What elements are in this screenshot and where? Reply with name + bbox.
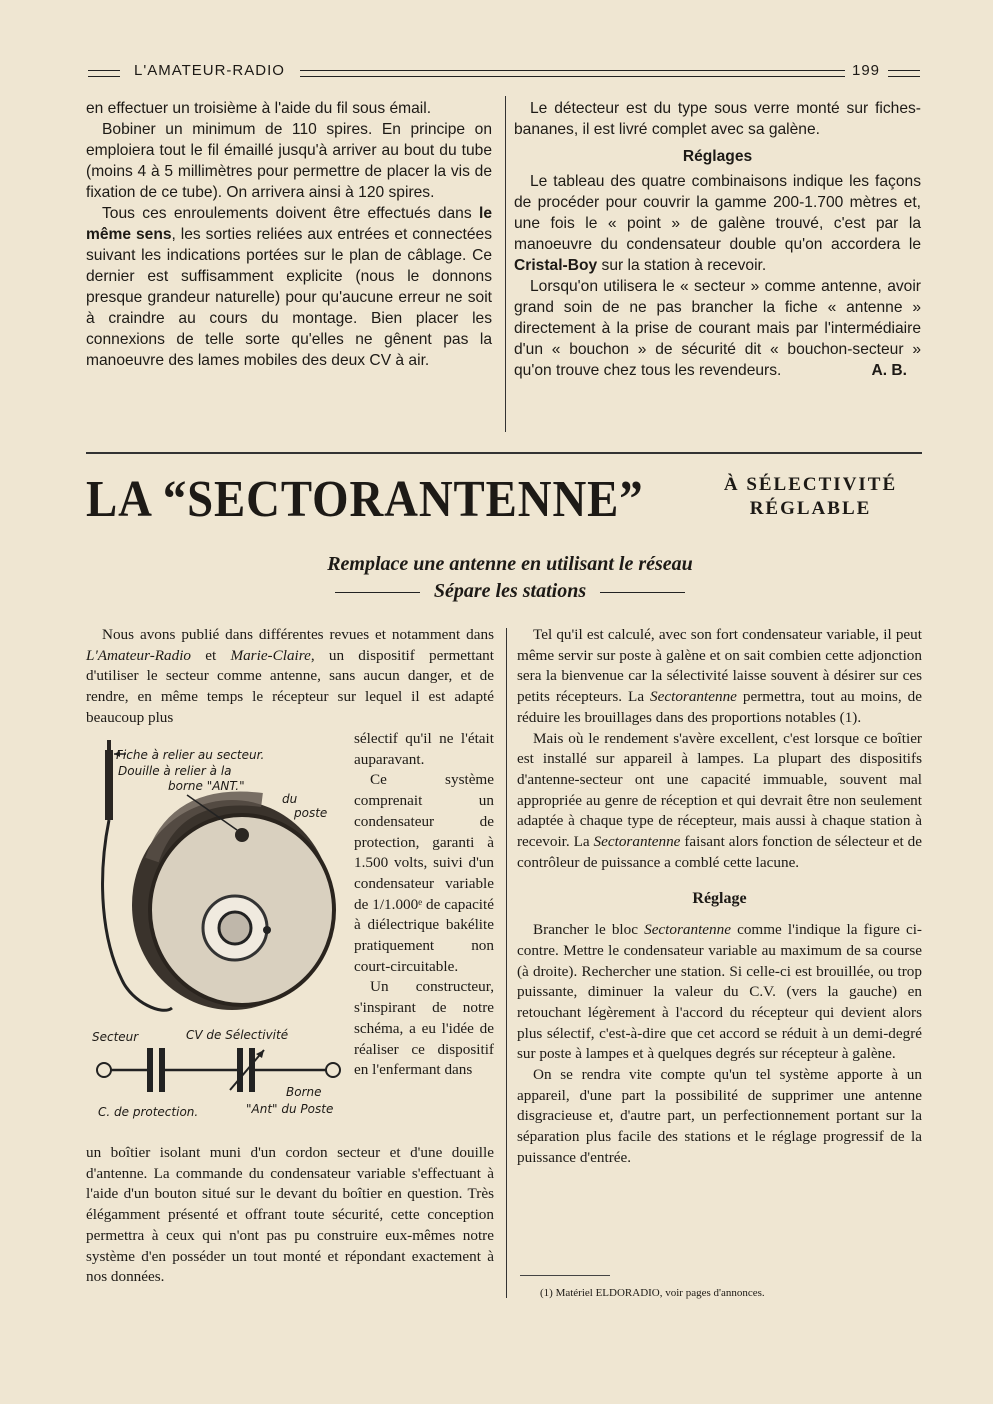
footnote-rule [520, 1275, 610, 1276]
right-article-column [517, 625, 922, 1169]
left-article-column [86, 625, 494, 729]
paragraph: On se rendra vite compte qu'un tel système apporte à un appareil, d'une part la possibilité de supprimer une antenne disgracieuse et, d'autre part, un perfectionnement portant sur la séparation plus facile des stations et le réglage progressif de la puissance d'entrée. [517, 1066, 922, 1166]
article-title: LA “SECTORANTENNE” [86, 471, 644, 528]
figure-label-borne: borne "ANT." [168, 779, 245, 793]
figure-label-secteur: Secteur [92, 1030, 139, 1044]
footnote: (1) Matériel ELDORADIO, voir pages d'annonces. [540, 1287, 765, 1299]
terminal-icon [97, 1063, 111, 1077]
paragraph: Brancher le bloc Sectorantenne comme l'indique la figure ci-contre. Mettre le condensateur variable au maximum de sa course (à droite). Rechercher une station. Si celle-ci est brouillée, ou trop puissante, diminuer la valeur du C.V. (vers la gauche) en retouchant légèrement à l'accord du récepteur qui devient alors plus sélectif, c'est-à-dire que cet accord se réduit à un demi-degré sur poste à lampes et à quelques degrés sur récepteur à galène. [517, 921, 922, 1063]
tagline-2: Sépare les stations [250, 580, 770, 603]
paragraph: Tel qu'il est calculé, avec son fort condensateur variable, il peut même servir sur poste à galène et on sait combien cette adjonction sera la bienvenue car la sélectivité laisse souvent à désirer sur ces petits récepteurs. La Sectorantenne permettra, tout au moins, de réduire les brouillages dans des proportions notables (1). [517, 626, 922, 726]
paragraph: Un constructeur, s'inspirant de notre schéma, a eu l'idée de réaliser ce dispositif en l'enfermant dans [354, 978, 494, 1079]
paragraph: Lorsqu'on utilisera le « secteur » comme antenne, avoir grand soin de ne pas brancher la fiche « antenne » directement à la prise de courant mais par l'intermédiaire d'un « bouchon » de sécurité dit « bouchon-secteur » qu'on trouve chez tous les revendeurs. A. B. [514, 278, 921, 379]
paragraph: Nous avons publié dans différentes revues et notamment dans L'Amateur-Radio et Marie-Claire, un dispositif permettant d'utiliser le secteur comme antenne, sans aucun danger, et de rendre, en même temps le récepteur sur lequel il est adapté beaucoup plus [86, 626, 494, 726]
paragraph: Le tableau des quatre combinaisons indique les façons de procéder pour couvrir la gamme 200-1.700 mètres et, une fois le « point » de galène trouvé, c'est par la manoeuvre du condensateur double qu'on accordera le Cristal-Boy sur la station à recevoir. [514, 173, 921, 274]
paragraph: Tous ces enroulements doivent être effectués dans le même sens, les sorties reliées aux entrées et connectées suivant les indications portées sur le plan de câblage. Ce dernier est suffisamment explicite (nous le donnons presque grandeur naturelle) pour qu'aucune erreur ne soit à craindre au cours du montage. Bien placer les connexions de telle sorte qu'elles ne gênent pas la manoeuvre des lames mobiles des deux CV à air. [86, 205, 493, 369]
column-divider [506, 628, 507, 1298]
paragraph: un boîtier isolant muni d'un cordon secteur et d'une douille d'antenne. La commande du condensateur variable s'effectuant à l'aide d'un bouton situé sur le devant du boîtier en question. Très élégamment présenté et offrant toute sécurité, cette conception permettra à ceux qui n'ont pas pu construire eux-mêmes notre système d'en posséder un tout monté et répondant exactement à nos données. [86, 1144, 494, 1286]
signature: A. B. [871, 362, 907, 379]
figure-label-protection: C. de protection. [98, 1105, 199, 1119]
left-article-narrow-column [354, 729, 494, 1081]
page-number: 199 [852, 62, 881, 79]
paragraph: Bobiner un minimum de 110 spires. En principe on emploiera tout le fil émaillé jusqu'à arriver au bout du tube (moins 4 à 5 millimètres pour permettre de placer la vis de fixation de ce tube). On arrivera ainsi à 120 spires. [86, 121, 492, 201]
paragraph: Mais où le rendement s'avère excellent, c'est lorsque ce boîtier est installé sur appareil à lampes. La plupart des dispositifs d'antenne-secteur ont une capacité immuable, souvent mal appropriée au genre de réception et qui devrait être non seulement adaptée à chaque type de récepteur, mais aussi à chaque station à recevoir. La Sectorantenne faisant alors fonction de sélecteur et de contrôleur de puissance a comblé cette lacune. [517, 729, 922, 871]
paragraph: sélectif qu'il ne l'était auparavant. [354, 730, 494, 768]
plug-icon [105, 750, 113, 820]
figure-label-douille: Douille à relier à la [118, 764, 232, 778]
paragraph: en effectuer un troisième à l'aide du fil sous émail. [86, 100, 432, 117]
sectorantenne-figure [92, 740, 352, 1140]
figure-label-borne-poste: Borne [286, 1085, 322, 1099]
figure-label-ant: "Ant" du Poste [246, 1102, 334, 1116]
paragraph: Le détecteur est du type sous verre monté sur fiches-bananes, il est livré complet avec sa galène. [514, 100, 921, 138]
figure-label-cv: CV de Sélectivité [186, 1028, 289, 1042]
section-divider [86, 452, 922, 454]
figure-label-du: du [282, 792, 298, 806]
figure-label-poste: poste [294, 806, 328, 820]
terminal-icon [326, 1063, 340, 1077]
figure-label-fiche: Fiche à relier au secteur. [116, 748, 265, 762]
title-subtitle-line2: RÉGLABLE [749, 498, 872, 519]
title-subtitle-line1: À SÉLECTIVITÉ [723, 474, 898, 495]
journal-title: L'AMATEUR-RADIO [128, 62, 291, 79]
top-right-column [514, 98, 921, 381]
section-heading: Réglage [692, 890, 747, 908]
tagline-1: Remplace une antenne en utilisant le réseau [327, 553, 693, 575]
paragraph: Ce système comprenait un condensateur de protection, garanti à 1.500 volts, suivi d'un condensateur variable de 1/1.000ᵉ de capacité à diélectrique bakélite pratiquement non court-circuitable. [354, 771, 494, 975]
section-heading: Réglages [682, 148, 753, 165]
column-divider [505, 96, 506, 432]
top-left-column [86, 98, 492, 371]
running-header [88, 62, 920, 84]
left-article-continuation [86, 1143, 494, 1288]
